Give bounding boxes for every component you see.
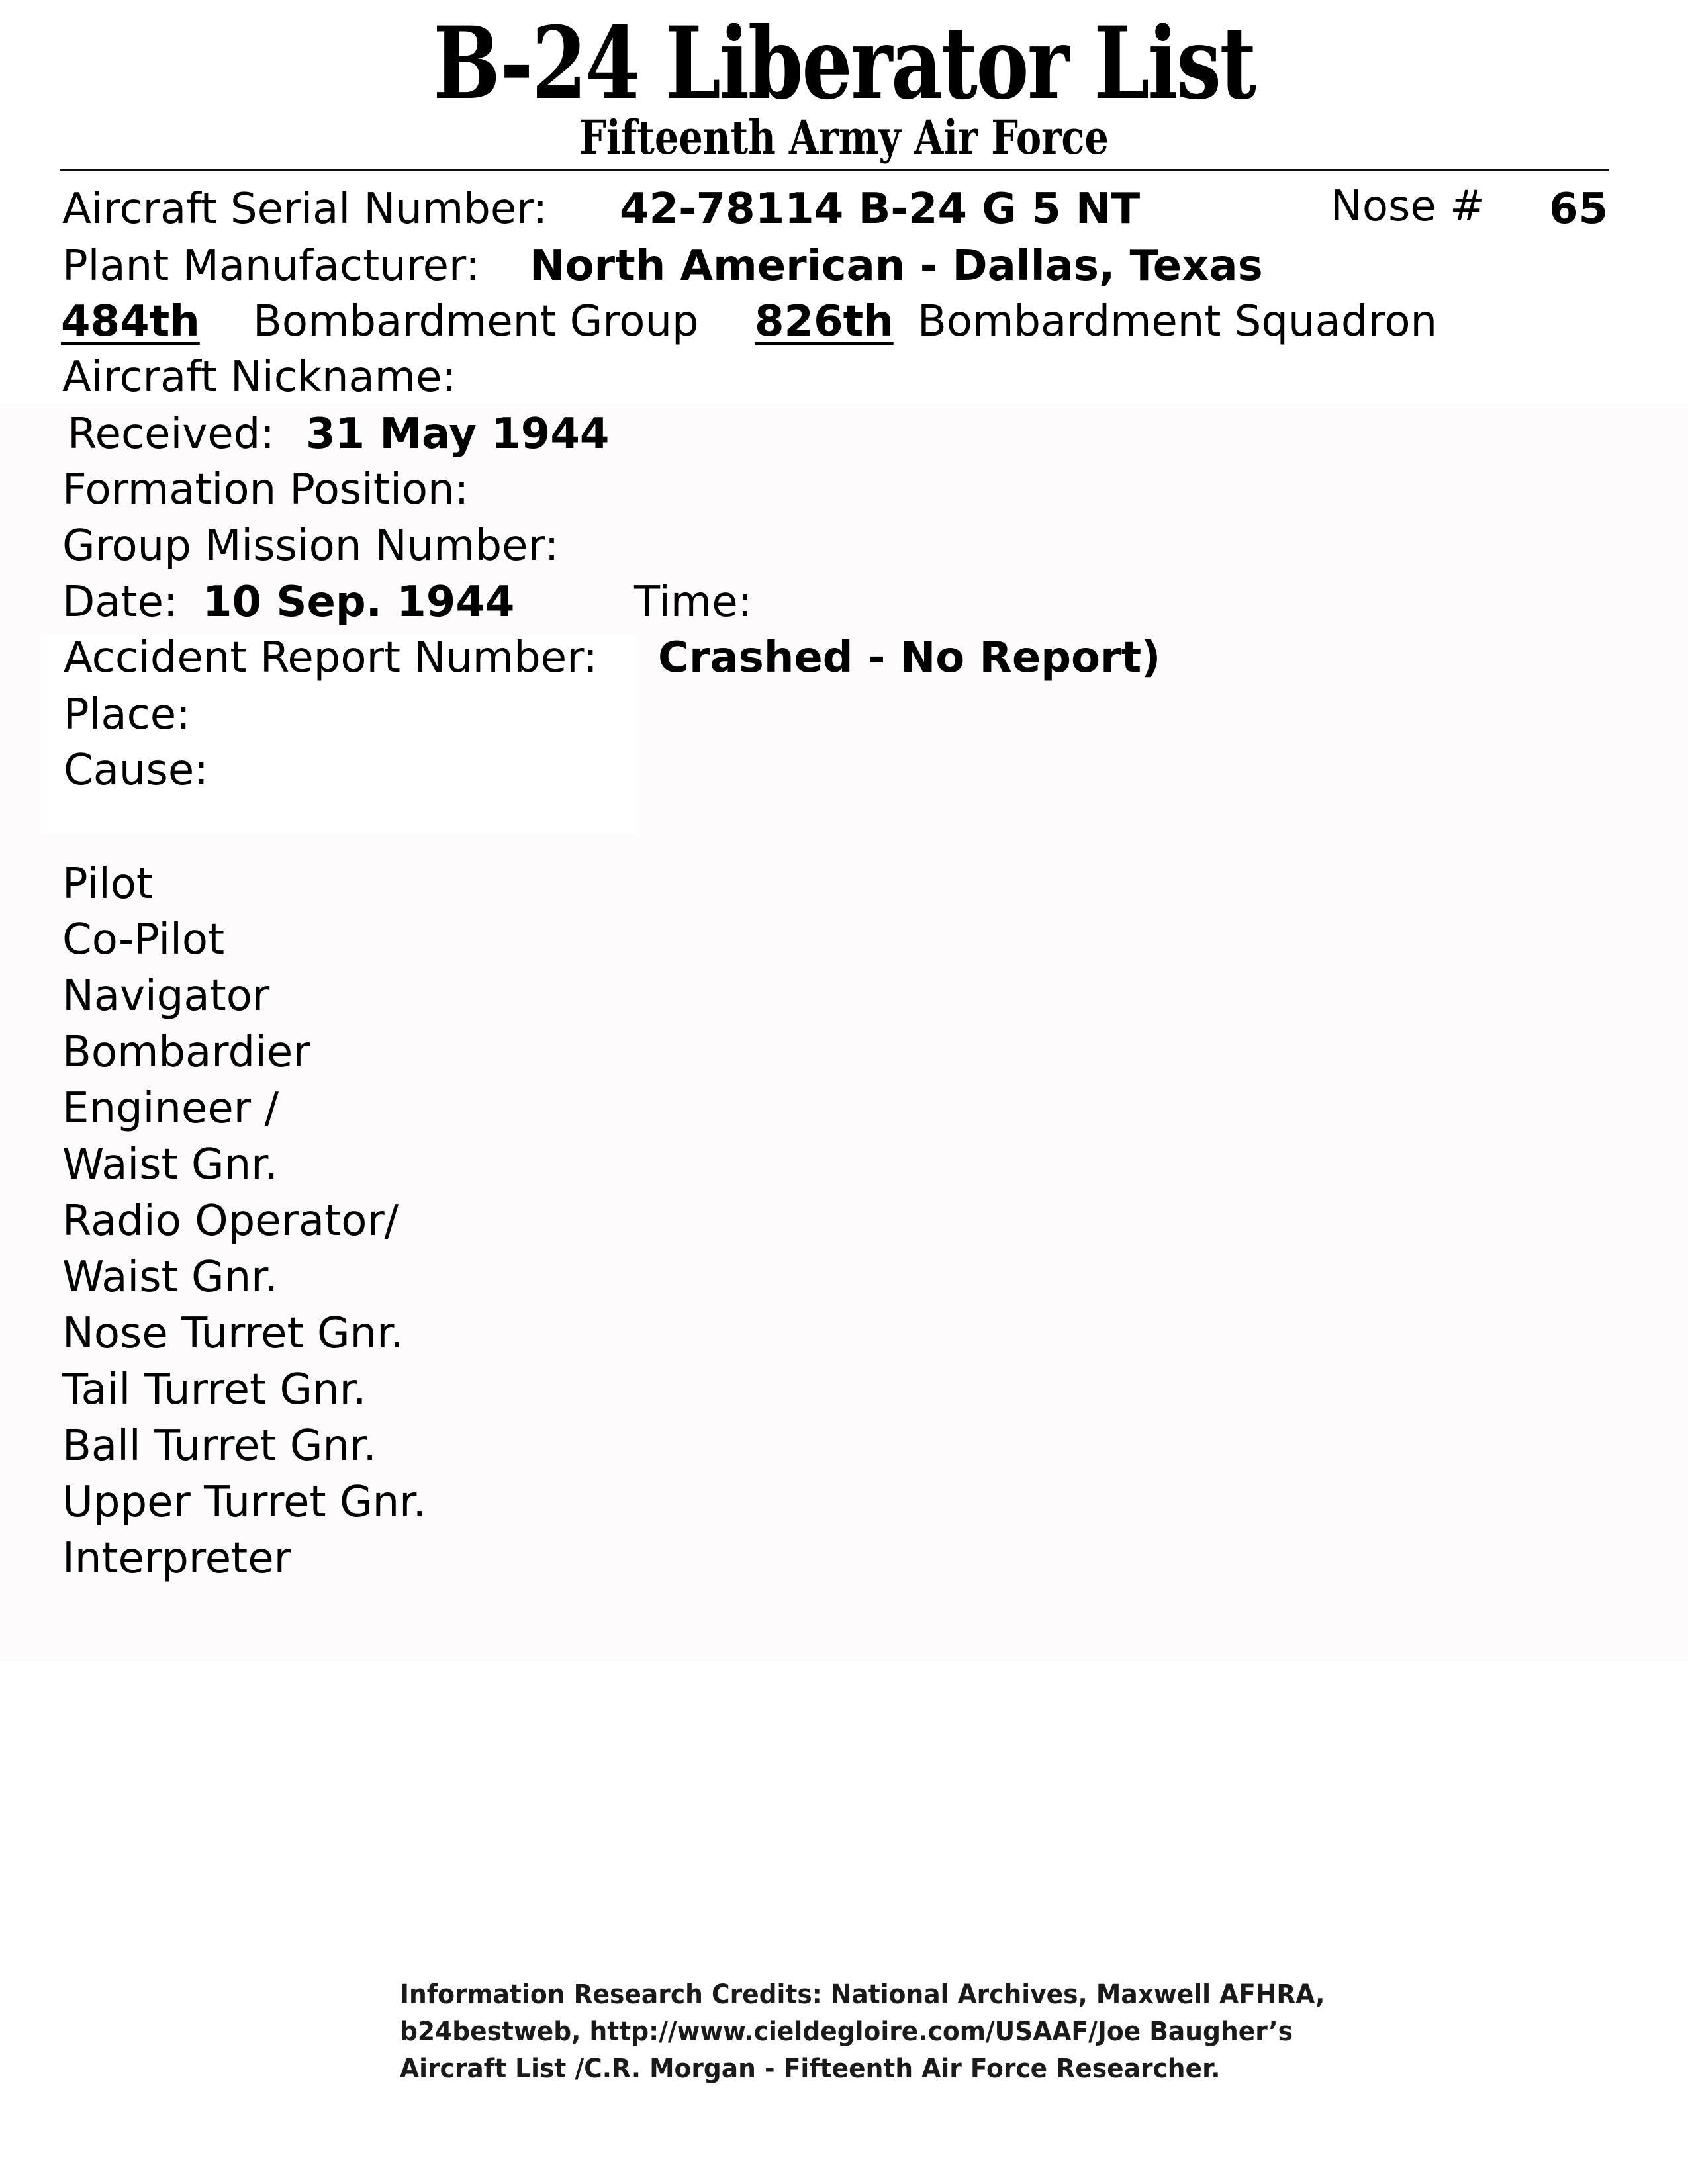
crew-role-pilot: Pilot [62,860,153,909]
serial-number-label: Aircraft Serial Number: [62,185,547,234]
cause-label: Cause: [64,746,209,795]
squadron-number: 826th [755,297,894,346]
crew-role-tail-turret-gunner: Tail Turret Gnr. [62,1365,367,1414]
research-credits [400,1976,1325,2087]
credits-line: Information Research Credits: National Archives, Maxwell AFHRA, [400,1979,1325,2010]
manufacturer-value: North American - Dallas, Texas [530,242,1263,291]
crew-role-ball-turret-gunner: Ball Turret Gnr. [62,1422,377,1471]
page-subtitle: Fifteenth Army Air Force [579,110,1109,165]
crew-role-nose-turret-gunner: Nose Turret Gnr. [62,1309,404,1358]
accident-report-value: Crashed - No Report) [658,633,1161,682]
credits-line: b24bestweb, http://www.cieldegloire.com/USAAF/Joe Baugher’s [400,2017,1293,2047]
time-label: Time: [634,578,753,627]
date-label: Date: [62,578,178,627]
crew-role-upper-turret-gunner: Upper Turret Gnr. [62,1478,426,1527]
crew-role-interpreter: Interpreter [62,1534,291,1583]
serial-number-value: 42-78114 B-24 G 5 NT [620,185,1141,234]
crew-role-engineer: Engineer / [62,1084,279,1133]
nose-number-value: 65 [1549,185,1609,234]
page-title: B-24 Liberator List [433,5,1255,122]
date-value: 10 Sep. 1944 [203,578,515,627]
formation-position-label: Formation Position: [62,465,469,514]
group-number: 484th [61,297,200,346]
received-label: Received: [68,410,275,459]
nose-number-label: Nose # [1331,182,1485,231]
header-divider [60,169,1609,171]
place-label: Place: [64,690,191,739]
crew-role-waist-gunner-2: Waist Gnr. [62,1253,278,1302]
accident-report-label: Accident Report Number: [64,633,598,682]
manufacturer-label: Plant Manufacturer: [62,242,480,291]
crew-role-bombardier: Bombardier [62,1028,310,1077]
group-label: Bombardment Group [253,297,699,346]
nickname-label: Aircraft Nickname: [62,353,456,402]
crew-role-navigator: Navigator [62,972,270,1021]
crew-role-waist-gunner-1: Waist Gnr. [62,1140,278,1189]
squadron-label: Bombardment Squadron [917,297,1438,346]
received-value: 31 May 1944 [306,410,610,459]
crew-role-co-pilot: Co-Pilot [62,915,225,964]
crew-role-radio-operator: Radio Operator/ [62,1197,399,1246]
mission-number-label: Group Mission Number: [62,522,559,570]
credits-line: Aircraft List /C.R. Morgan - Fifteenth Air Force Researcher. [400,2054,1221,2084]
